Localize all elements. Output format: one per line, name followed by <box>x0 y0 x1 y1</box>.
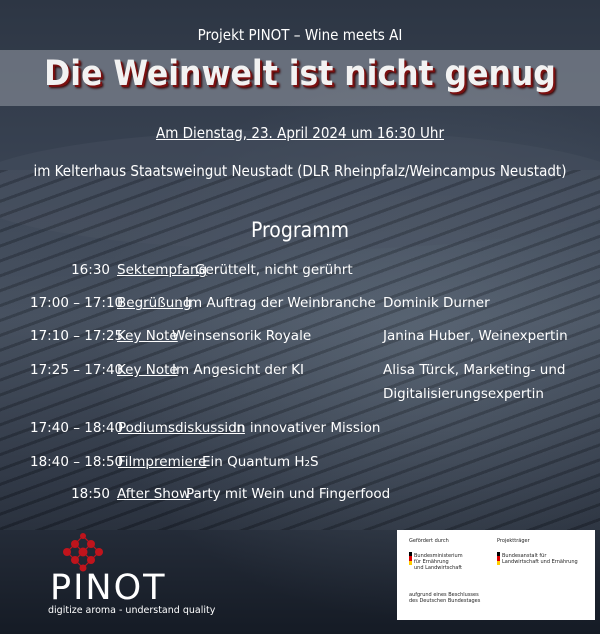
program-speaker: Alisa Türck, Marketing- und <box>383 362 566 378</box>
german-flag-icon <box>409 552 412 565</box>
program-row <box>0 328 600 350</box>
page-title: Die Weinwelt ist nicht genug <box>44 54 556 94</box>
program-keyword: Sektempfang <box>117 262 208 278</box>
funding-box <box>397 530 595 620</box>
logo-tagline: digitize aroma - understand quality <box>48 605 216 616</box>
program-row-continuation <box>0 386 600 408</box>
program-keyword: Begrüßung <box>117 295 192 311</box>
program-time: 17:40 – 18:40 <box>30 420 124 436</box>
program-time: 18:40 – 18:50 <box>30 454 124 470</box>
event-venue: im Kelterhaus Staatsweingut Neustadt (DLR Rheinpfalz/Weincampus Neustadt) <box>33 162 567 180</box>
program-keyword: Key Note <box>117 362 178 378</box>
event-date: Am Dienstag, 23. April 2024 um 16:30 Uhr <box>155 124 444 142</box>
program-text: Ein Quantum H₂S <box>202 454 319 470</box>
german-flag-icon <box>497 552 500 565</box>
program-row <box>0 262 600 284</box>
funder-label: Gefördert durch <box>409 538 449 544</box>
program-keyword: Filmpremiere <box>118 454 207 470</box>
agency-label: Projektträger <box>497 538 530 544</box>
program-text: Gerüttelt, nicht gerührt <box>195 262 353 278</box>
program-keyword: After Show <box>117 486 191 502</box>
program-time: 16:30 <box>71 262 110 278</box>
program-text: Party mit Wein und Fingerfood <box>186 486 391 502</box>
program-text: Weinsensorik Royale <box>172 328 312 344</box>
supertitle: Projekt PINOT – Wine meets AI <box>197 26 403 44</box>
program-speaker: Dominik Durner <box>383 295 490 311</box>
program-speaker: Digitalisierungsexpertin <box>383 386 544 402</box>
program-time: 17:00 – 17:10 <box>30 295 124 311</box>
program-time: 17:25 – 17:40 <box>30 362 124 378</box>
program-text: In innovativer Mission <box>233 420 381 436</box>
program-speaker: Janina Huber, Weinexpertin <box>383 328 568 344</box>
program-row <box>0 362 600 384</box>
funder-note: aufgrund eines Beschlusses des Deutschen Bundestages <box>409 592 481 604</box>
program-text: Im Auftrag der Weinbranche <box>185 295 376 311</box>
program-keyword: Key Note <box>117 328 178 344</box>
logo-wordmark: PINOT <box>50 568 167 608</box>
agency-name: Bundesanstalt für Landwirtschaft und Ernährung <box>502 553 578 565</box>
program-time: 18:50 <box>71 486 110 502</box>
program-keyword: Podiumsdiskussion <box>118 420 245 436</box>
program-heading: Programm <box>250 218 350 242</box>
program-row <box>0 486 600 508</box>
program-text: Im Angesicht der KI <box>172 362 304 378</box>
program-row <box>0 454 600 476</box>
program-row <box>0 420 600 442</box>
program-time: 17:10 – 17:25 <box>30 328 124 344</box>
funder-ministry: Bundesministerium für Ernährung und Landwirtschaft <box>414 553 463 571</box>
program-row <box>0 295 600 317</box>
